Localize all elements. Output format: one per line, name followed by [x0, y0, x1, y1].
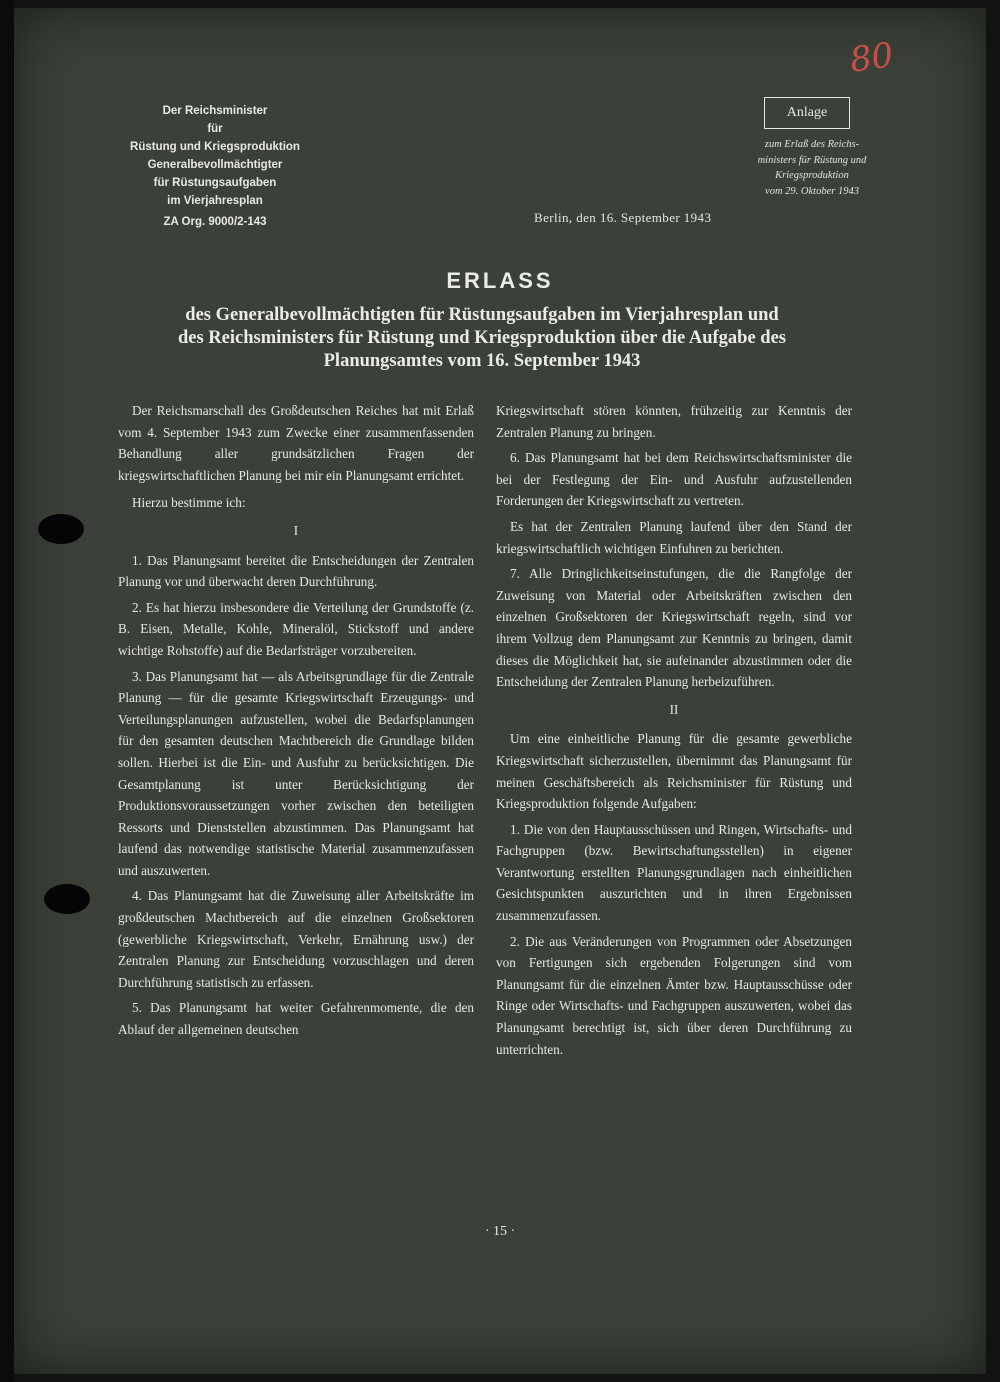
scan-border [0, 0, 14, 1382]
hierzu-paragraph: Hierzu bestimme ich: [132, 495, 246, 511]
authority-line: für [207, 123, 223, 135]
paragraph-3: 3. Das Planungsamt hat — als Arbeitsgrundlage für die Zentrale Planung — für die gesamte Kriegswirtschaft Erzeugungs- und Verteilungsplanungen aufzustellen, wobei die Bedarfsplanungen für den gesamten deutschen Machtbereich die Grundlage bilden sollen. Hierbei ist die Ein- und Ausfuhr zu berücksichtigen. Die Gesamtplanung ist unter Berücksichtigung der Produktionsvoraussetzungen vorher zwischen den beteiligten Ressorts und Dienststellen abzustimmen. Das Planungsamt hat laufend das notwendige statistische Material zusammenzufassen und auszuwerten. [118, 668, 474, 878]
task-1: 1. Die von den Hauptausschüssen und Ringen, Wirtschafts- und Fachgruppen (bzw. Bewirtschaftungsstellen) in eigener Verantwortung erstellten Planungsgrundlagen nach einheitlichen Gesichtspunkten auszurichten und in ihren Ergebnissen zusammenzufassen. [496, 821, 852, 924]
anlage-note [722, 137, 902, 199]
punch-hole-icon [38, 514, 84, 544]
authority-line: Generalbevollmächtigter [147, 159, 283, 171]
paragraph-6: 6. Das Planungsamt hat bei dem Reichswirtschaftsminister die bei der Festlegung der Ein- und Ausfuhr aufzustellenden Forderungen der Kriegswirtschaft zu vertreten. [496, 450, 852, 509]
intro-paragraph: Der Reichsmarschall des Großdeutschen Reiches hat mit Erlaß vom 4. September 1943 zum Zwecke einer zusammenfassenden Behandlung aller grundsätzlichen Fragen der kriegswirtschaftlichen Planung bei mir ein Planungsamt errichtet. [118, 403, 474, 483]
paragraph-6b: Es hat der Zentralen Planung laufend über den Stand der kriegswirtschaftlich wichtigen Einfuhren zu berichten. [496, 518, 852, 556]
page-number: · 15 · [484, 1224, 516, 1239]
handwritten-page-number: 80 [847, 35, 896, 81]
section-heading: I [293, 522, 299, 538]
paragraph-7: 7. Alle Dringlichkeitseinstufungen, die die Rangfolge der Zuweisung von Material oder Arbeitskräften zwischen den einzelnen Großsektoren der Kriegswirtschaft regeln, sind vor ihrem Vollzug dem Planungsamt zur Kenntnis zu bringen, damit dieses die Möglichkeit hat, sie aufeinander abzustimmen oder die Entscheidung der Zentralen Planung herbeizuführen. [496, 566, 852, 690]
document-title: ERLASS [446, 268, 554, 293]
anlage-note-line: zum Erlaß des Reichs- [764, 139, 860, 150]
document-subtitle [104, 304, 860, 373]
dateline: Berlin, den 16. September 1943 [534, 210, 712, 225]
section-heading: II [669, 701, 679, 717]
anlage-note-line: vom 29. Oktober 1943 [765, 185, 859, 197]
paragraph-1: 1. Das Planungsamt bereitet die Entscheidungen der Zentralen Planung vor und überwacht deren Durchführung. [118, 552, 474, 590]
subtitle-line: des Generalbevollmächtigten für Rüstungsaufgaben im Vierjahresplan und [185, 305, 779, 325]
task-2: 2. Die aus Veränderungen von Programmen oder Absetzungen von Fertigungen sich ergebenden Folgerungen sind vom Planungsamt für die einzelnen Ämter bzw. Hauptausschüsse oder Ringe oder Wirtschafts- und Fachgruppen auszuwerten, wobei das Planungsamt berechtigt ist, sich über deren Durchführung zu unterrichten. [496, 933, 852, 1057]
issuing-authority [98, 102, 332, 231]
anlage-note-line: Kriegsproduktion [775, 170, 849, 181]
authority-line: im Vierjahresplan [167, 195, 263, 207]
subtitle-line: des Reichsministers für Rüstung und Kriegsproduktion über die Aufgabe des [177, 328, 787, 348]
section-2-intro: Um eine einheitliche Planung für die gesamte gewerbliche Kriegswirtschaft sicherzustellen, übernimmt das Planungsamt für meinen Geschäftsbereich als Reichsminister für Rüstung und Kriegsproduktion folgende Aufgaben: [496, 731, 852, 812]
paragraph-2: 2. Es hat hierzu insbesondere die Verteilung der Grundstoffe (z. B. Eisen, Metalle, Kohle, Mineralöl, Stickstoff und andere wichtige Rohstoffe) auf die Bedarfsträger vorzubereiten. [118, 599, 474, 658]
subtitle-line: Planungsamtes vom 16. September 1943 [323, 351, 641, 371]
paragraph-5: 5. Das Planungsamt hat weiter Gefahrenmomente, die den Ablauf der allgemeinen deutschen [118, 1000, 474, 1038]
right-column [496, 400, 852, 1064]
punch-hole-icon [44, 884, 90, 914]
authority-line: Der Reichsminister [162, 105, 268, 117]
paragraph-4: 4. Das Planungsamt hat die Zuweisung aller Arbeitskräfte im großdeutschen Machtbereich auf die einzelnen Großsektoren (gewerbliche Kriegswirtschaft, Verkehr, Ernährung usw.) der Zentralen Planung zur Entscheidung vorzuschlagen und deren Durchführung statistisch zu erfassen. [118, 888, 474, 990]
authority-line: für Rüstungsaufgaben [153, 177, 277, 189]
paragraph-5-continued: Kriegswirtschaft stören könnten, frühzeitig zur Kenntnis der Zentralen Planung zu bringen. [496, 403, 852, 440]
anlage-note-line: ministers für Rüstung und [757, 154, 867, 166]
left-column [118, 400, 474, 1045]
authority-line: Rüstung und Kriegsproduktion [130, 141, 300, 153]
reference-number: ZA Org. 9000/2-143 [163, 216, 267, 228]
anlage-label: Anlage [764, 97, 850, 129]
